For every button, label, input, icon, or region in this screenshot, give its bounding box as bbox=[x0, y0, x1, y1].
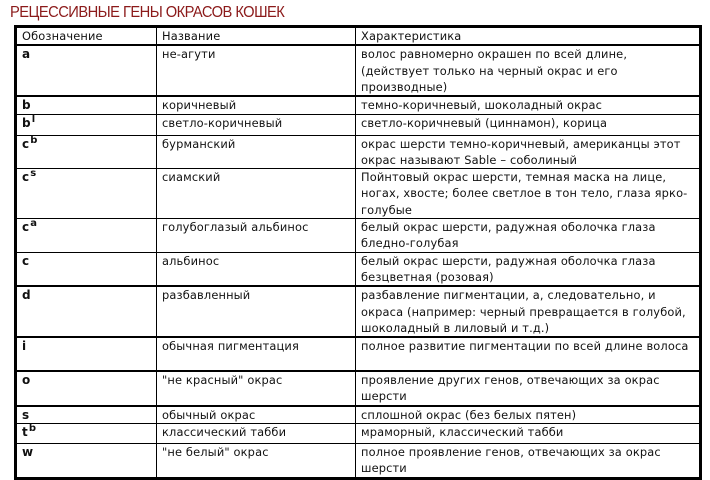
symbol-superscript: l bbox=[31, 113, 36, 125]
recessive-genes-table bbox=[14, 25, 702, 480]
gene-symbol bbox=[16, 444, 157, 479]
symbol-base: c bbox=[22, 170, 30, 185]
gene-description: волос равномерно окрашен по всей длине, (действует только на черный окрас и его производные) bbox=[356, 45, 701, 96]
table-row bbox=[16, 96, 701, 114]
symbol-base: c bbox=[22, 136, 30, 151]
gene-description: Пойнтовый окрас шерсти, темная маска на лице, ногах, хвосте; более светлое в тон тело, глаза ярко-голубые bbox=[356, 169, 701, 219]
gene-description: полное развитие пигментации по всей длине волоса bbox=[356, 337, 701, 371]
gene-symbol bbox=[16, 169, 157, 219]
gene-symbol bbox=[16, 371, 157, 406]
symbol-superscript: b bbox=[30, 134, 38, 146]
gene-name: не-агути bbox=[157, 45, 356, 96]
table-row bbox=[16, 406, 701, 424]
gene-description: сплошной окрас (без белых пятен) bbox=[356, 406, 701, 424]
symbol-base: d bbox=[22, 288, 31, 303]
gene-symbol bbox=[16, 286, 157, 337]
header-characteristic: Характеристика bbox=[356, 27, 701, 46]
gene-description: окрас шерсти темно-коричневый, американцы этот окрас называют Sable – соболиный bbox=[356, 135, 701, 169]
gene-name: "не белый" окрас bbox=[157, 444, 356, 479]
gene-symbol bbox=[16, 406, 157, 424]
table-row bbox=[16, 219, 701, 253]
gene-symbol bbox=[16, 135, 157, 169]
symbol-base: w bbox=[22, 445, 34, 460]
symbol-base: t bbox=[22, 425, 28, 440]
symbol-superscript: a bbox=[30, 218, 38, 230]
header-name: Название bbox=[157, 27, 356, 46]
symbol-base: c bbox=[22, 253, 30, 268]
symbol-base: o bbox=[22, 373, 31, 388]
gene-description: полное проявление генов, отвечающих за окрас шерсти bbox=[356, 444, 701, 479]
gene-name: светло-коричневый bbox=[157, 114, 356, 135]
gene-description: белый окрас шерсти, радужная оболочка глаза безцветная (розовая) bbox=[356, 252, 701, 286]
symbol-base: a bbox=[22, 47, 31, 62]
table-header-row bbox=[16, 27, 701, 46]
gene-description: разбавление пигментации, а, следовательно, и окраса (например: черный превращается в голубой, шоколадный в лиловый и т.д.) bbox=[356, 286, 701, 337]
table-row bbox=[16, 286, 701, 337]
symbol-base: i bbox=[22, 339, 27, 354]
symbol-superscript: b bbox=[28, 423, 37, 435]
table-row bbox=[16, 444, 701, 479]
page-title: РЕЦЕССИВНЫЕ ГЕНЫ ОКРАСОВ КОШЕК bbox=[10, 4, 285, 21]
gene-name: бурманский bbox=[157, 135, 356, 169]
gene-name: классический табби bbox=[157, 424, 356, 444]
gene-name: "не красный" окрас bbox=[157, 371, 356, 406]
table-row bbox=[16, 424, 701, 444]
gene-symbol bbox=[16, 252, 157, 286]
gene-name: альбинос bbox=[157, 252, 356, 286]
gene-description: белый окрас шерсти, радужная оболочка глаза бледно-голубая bbox=[356, 219, 701, 253]
gene-symbol bbox=[16, 219, 157, 253]
gene-description: темно-коричневый, шоколадный окрас bbox=[356, 96, 701, 114]
symbol-base: c bbox=[22, 220, 30, 235]
table-row bbox=[16, 371, 701, 406]
symbol-base: s bbox=[22, 407, 30, 422]
gene-name: обычный окрас bbox=[157, 406, 356, 424]
gene-symbol bbox=[16, 114, 157, 135]
gene-description: мраморный, классический табби bbox=[356, 424, 701, 444]
gene-symbol bbox=[16, 337, 157, 371]
symbol-base: b bbox=[22, 98, 31, 113]
gene-name: голубоглазый альбинос bbox=[157, 219, 356, 253]
symbol-base: b bbox=[22, 115, 31, 130]
table-row bbox=[16, 114, 701, 135]
table-row bbox=[16, 252, 701, 286]
gene-symbol bbox=[16, 96, 157, 114]
gene-symbol bbox=[16, 45, 157, 96]
gene-description: проявление других генов, отвечающих за окрас шерсти bbox=[356, 371, 701, 406]
gene-name: сиамский bbox=[157, 169, 356, 219]
symbol-superscript: s bbox=[30, 168, 37, 180]
header-designation: Обозначение bbox=[16, 27, 157, 46]
table-row bbox=[16, 45, 701, 96]
gene-name: разбавленный bbox=[157, 286, 356, 337]
gene-name: обычная пигментация bbox=[157, 337, 356, 371]
gene-symbol bbox=[16, 424, 157, 444]
table-row bbox=[16, 337, 701, 371]
gene-description: светло-коричневый (циннамон), корица bbox=[356, 114, 701, 135]
table-row bbox=[16, 169, 701, 219]
gene-name: коричневый bbox=[157, 96, 356, 114]
table-row bbox=[16, 135, 701, 169]
